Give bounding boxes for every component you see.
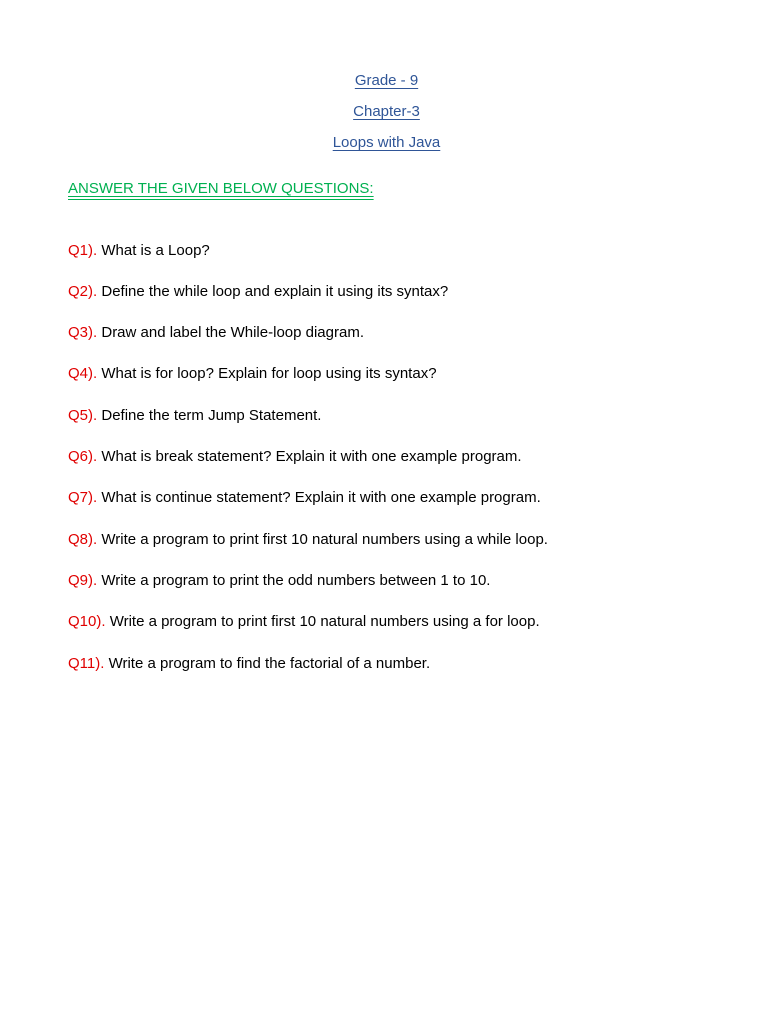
question-item — [68, 613, 540, 631]
question-text: Write a program to print first 10 natural numbers using a while loop. — [101, 531, 548, 548]
question-item — [68, 324, 364, 342]
question-number: Q2). — [68, 283, 98, 300]
question-number: Q3). — [68, 324, 98, 341]
question-number: Q11). — [68, 655, 105, 672]
question-text: Draw and label the While-loop diagram. — [101, 324, 364, 341]
question-number: Q10). — [68, 613, 106, 630]
question-item — [68, 407, 321, 425]
question-item — [68, 655, 430, 673]
question-number: Q5). — [68, 407, 98, 424]
question-item — [68, 242, 210, 260]
question-item — [68, 531, 548, 549]
question-text: What is a Loop? — [101, 242, 210, 259]
question-number: Q6). — [68, 448, 98, 465]
question-text: What is break statement? Explain it with one example program. — [101, 448, 522, 465]
question-item — [68, 365, 437, 383]
question-number: Q8). — [68, 531, 98, 548]
question-item — [68, 283, 448, 301]
question-text: Write a program to find the factorial of a number. — [108, 655, 431, 672]
grade-heading: Grade - 9 — [354, 72, 419, 89]
question-text: Define the term Jump Statement. — [101, 407, 322, 424]
instruction-heading: ANSWER THE GIVEN BELOW QUESTIONS: — [68, 180, 374, 197]
question-text: Define the while loop and explain it using its syntax? — [101, 283, 449, 300]
question-number: Q7). — [68, 489, 98, 506]
question-text: Write a program to print first 10 natural numbers using a for loop. — [109, 613, 540, 630]
question-text: What is for loop? Explain for loop using its syntax? — [101, 365, 437, 382]
question-number: Q4). — [68, 365, 98, 382]
topic-heading: Loops with Java — [332, 134, 441, 151]
question-text: Write a program to print the odd numbers between 1 to 10. — [101, 572, 491, 589]
question-number: Q1). — [68, 242, 98, 259]
chapter-heading: Chapter-3 — [353, 103, 420, 120]
question-item — [68, 489, 541, 507]
question-item — [68, 448, 522, 466]
question-number: Q9). — [68, 572, 98, 589]
question-text: What is continue statement? Explain it with one example program. — [101, 489, 541, 506]
question-item — [68, 572, 490, 590]
